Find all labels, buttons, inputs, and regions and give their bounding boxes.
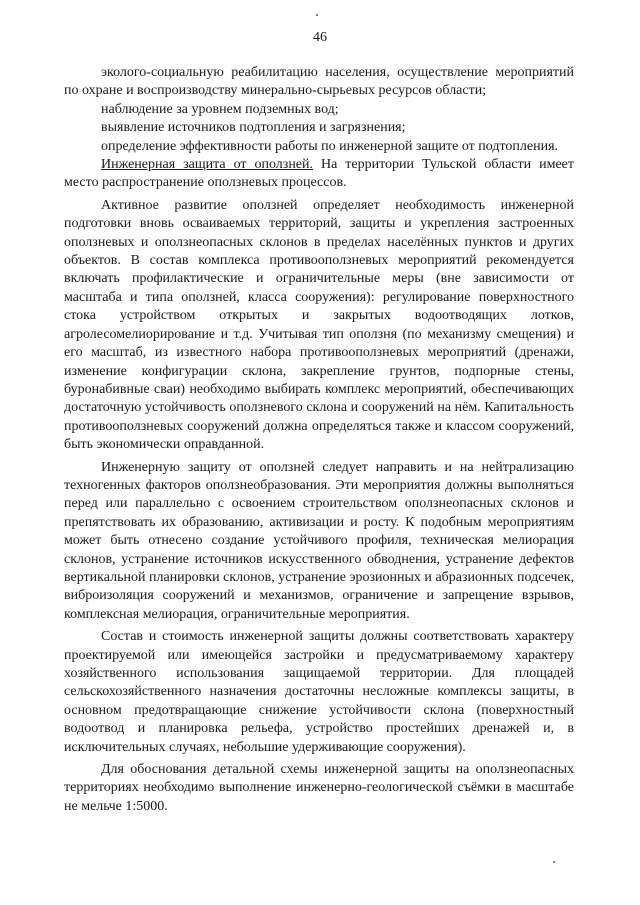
scan-speck: [316, 14, 318, 16]
page-number: 46: [313, 30, 327, 45]
paragraph-active-development: Активное развитие оползней определяет необходимость инженерной подготовки вновь осваиваемых территорий, защиты и укрепления застроенных оползневых и оползнеопасных склонов в пределах населённых пунктов и других объектов. В состав комплекса противооползневых мероприятий рекомендуется включать профилактические и ограничительные меры (вне зависимости от масштаба и типа оползней, класса сооружения): регулирование поверхностного стока устройством открытых и закрытых водоотводящих лотков, агролесомелиорирование и т.д. Учитывая тип оползня (по механизму смещения) и его масштаб, из известного набора противооползневых мероприятий (дренажи, изменение конфигурации склона, закрепление грунтов, подпорные стены, буронабивные сваи) необходимо выбирать комплекс мероприятий, обеспечивающих достаточную устойчивость оползневого склона и сооружений на нём. Капитальность противооползневых сооружений должна определяться также и классом сооружений, быть экономически оправданной.: [64, 197, 574, 453]
paragraph-flooding-sources: выявление источников подтопления и загрязнения;: [101, 120, 406, 136]
paragraph-groundwater-monitoring: наблюдение за уровнем подземных вод;: [101, 101, 339, 117]
paragraph-technogenic-factors: Инженерную защиту от оползней следует направить и на нейтрализацию техногенных факторов оползнеобразования. Эти мероприятия должны выполняться перед или параллельно с освоением строительством оползнеопасных склонов и препятствовать их образованию, активизации и росту. К подобным мероприятиям может быть отнесено создание устойчивого профиля, техническая мелиорация склонов, устранение источников искусственного обводнения, устранение дефектов вертикальной планировки склонов, устранение эрозионных и абразионных подсечек, виброизоляция сооружений и механизмов, ограничение и запрещение взрывов, комплексная мелиорация, ограничительные мероприятия.: [64, 459, 574, 622]
scan-speck: [553, 861, 555, 863]
section-heading-landslide-protection: Инженерная защита от оползней.: [101, 157, 314, 173]
paragraph-landslide-intro: [64, 156, 574, 193]
document-body: [64, 64, 574, 816]
paragraph-landslide-intro-text: На территории Тульской области имеет место распространение оползневых процессов.: [64, 157, 574, 191]
paragraph-protection-composition: Состав и стоимость инженерной защиты должны соответствовать характеру проектируемой или имеющейся застройки и предусматриваемому характеру хозяйственного использования защищаемой территории. Для площадей сельскохозяйственного назначения достаточны несложные комплексы защиты, в основном предотвращающие снижение устойчивости склона (поверхностный водоотвод и планировка рельефа, устройство простейших дренажей и, в исключительных случаях, небольшие удерживающие сооружения).: [64, 629, 574, 755]
paragraph-rehabilitation: эколого-социальную реабилитацию населения, осуществление мероприятий по охране и воспроизводству минерально-сырьевых ресурсов области;: [64, 65, 574, 99]
paragraph-protection-efficiency: определение эффективности работы по инженерной защите от подтопления.: [101, 138, 559, 154]
paragraph-detailed-scheme: Для обоснования детальной схемы инженерной защиты на оползнеопасных территориях необходимо выполнение инженерно-геологической съёмки в масштабе не мельче 1:5000.: [64, 762, 574, 814]
